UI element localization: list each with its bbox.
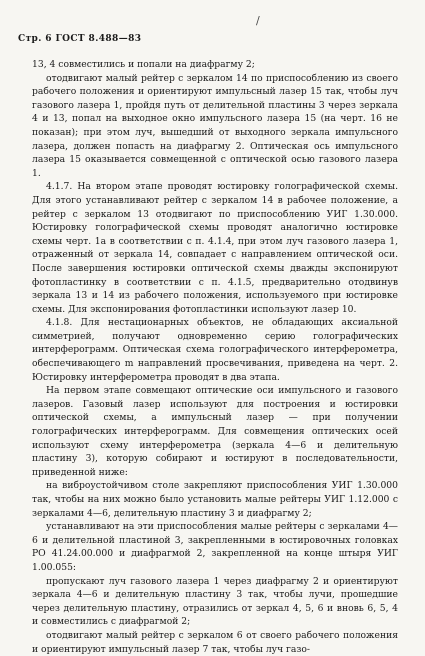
paragraph: 13, 4 совместились и попали на диафрагму 2; bbox=[32, 59, 255, 70]
paragraph: отодвигают малый рейтер с зеркалом 14 по приспособлению из своего рабочего положения и ориентируют импульсный лазер 15 так, чтобы луч газового лазера 1, пройдя путь от делительной пластины 3 через зеркала 4 и 13, попал на выходное окно импульсного лазера 15 (на черт. 16 не показан); при этом луч, вышедший от выходного зеркала импульсного лазера, должен попасть на диафрагму 2. Оптическая ось импульсного лазера 15 оказывается совмещенной с оптической осью газового лазера 1. bbox=[32, 72, 398, 179]
paragraph: пропускают луч газового лазера 1 через диафрагму 2 и ориентируют зеркала 4—6 и делительную пластину 3 так, чтобы лучи, прошедшие через делительную пластину, отразились от зеркал 4, 5, 6 и вновь 6, 5, 4 и совместились с диафрагмой 2; bbox=[32, 575, 398, 628]
paragraph: 4.1.7. На втором этапе проводят юстировку голографической схемы. Для этого устанавливают рейтер с зеркалом 14 в рабочее положение, а рейтер с зеркалом 13 отодвигают по приспособлению УИГ 1.30.000. Юстировку голографической схемы проводят аналогично юстировке схемы черт. 1а в соответствии с п. 4.1.4, при этом луч газового лазера 1, отраженный от зеркала 14, совпадает с направлением оптической оси. После завершения юстировки оптической схемы дважды экспонируют фотопластинку в соответствии с п. 4.1.5, предварительно отодвинув зеркала 13 и 14 из рабочего положения, используемого при юстировке схемы. Для экспонирования фотопластинки используют лазер 10. bbox=[32, 181, 398, 315]
margin-mark: / bbox=[256, 14, 260, 27]
page-header: Стр. 6 ГОСТ 8.488—83 bbox=[18, 34, 142, 44]
paragraph: на виброустойчивом столе закрепляют приспособления УИГ 1.30.000 так, чтобы на них можно было установить малые рейтеры УИГ 1.12.000 с зеркалами 4—6, делительную пластину 3 и диафрагму 2; bbox=[32, 480, 398, 519]
paragraph: отодвигают малый рейтер с зеркалом 6 от своего рабочего положения и ориентируют импульсный лазер 7 так, чтобы луч газо- bbox=[32, 629, 398, 655]
document-body bbox=[32, 58, 398, 656]
paragraph: устанавливают на эти приспособления малые рейтеры с зеркалами 4—6 и делительной пластиной 3, закрепленными в юстировочных головках РО 41.24.00.000 и диафрагмой 2, закрепленной на конце штыря УИГ 1.00.055: bbox=[32, 521, 398, 573]
paragraph: 4.1.8. Для нестационарных объектов, не обладающих аксиальной симметрией, получают одновременно серию голографических интерферограмм. Оптическая схема голографического интерферометра, обеспечивающего m направлений просвечивания, приведена на черт. 2. Юстировку интерферометра проводят в два этапа. bbox=[32, 317, 398, 383]
paragraph: На первом этапе совмещают оптические оси импульсного и газового лазеров. Газовый лазер используют для построения и юстировки оптической схемы, а импульсный лазер — при получении голографических интерферограмм. Для совмещения оптических осей используют схему интерферометра (зеркала 4—6 и делительную пластину 3), которую собирают и юстируют в последовательности, приведенной ниже: bbox=[32, 385, 398, 478]
